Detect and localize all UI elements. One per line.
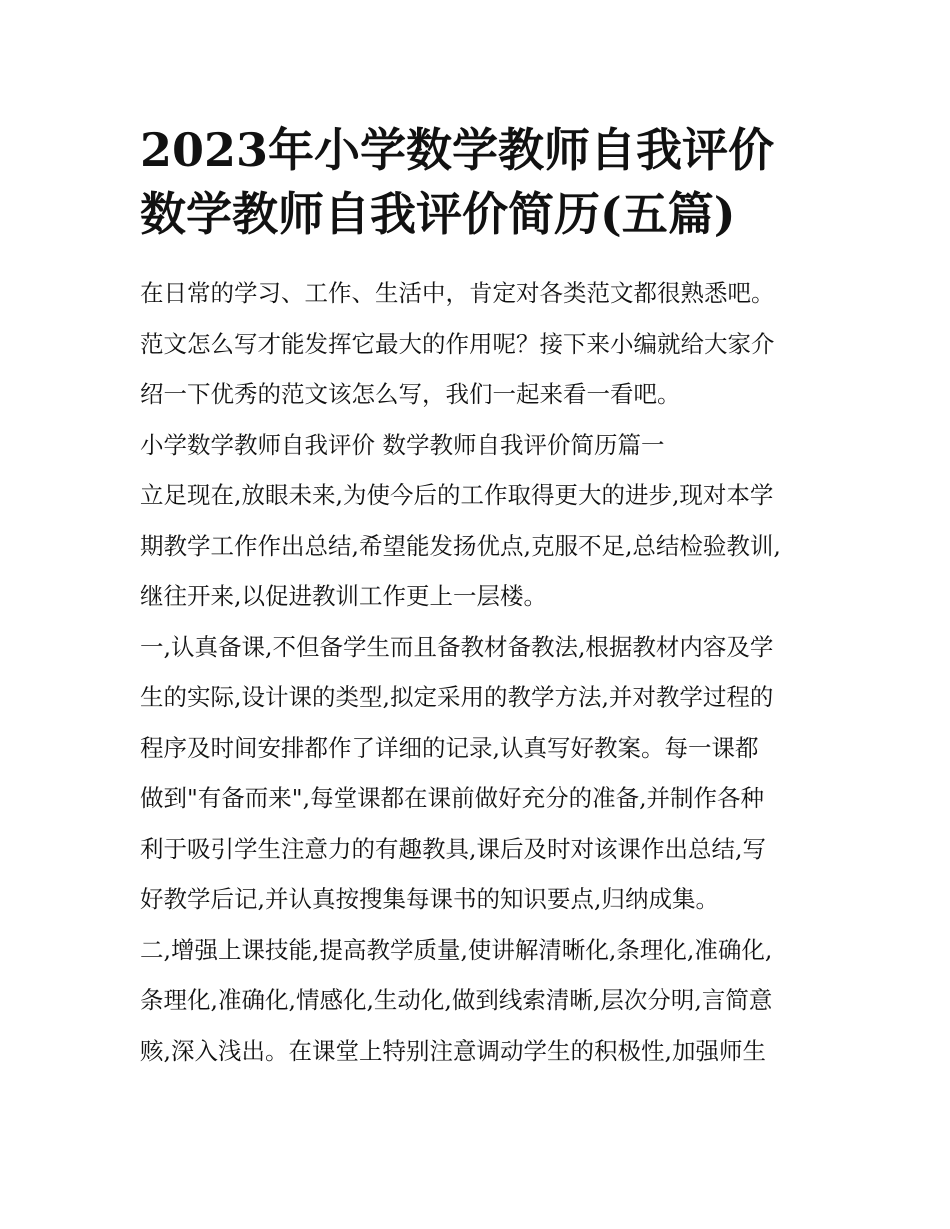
text-line: 赅,深入浅出。在课堂上特别注意调动学生的积极性,加强师生 <box>140 1036 766 1065</box>
text-line: 条理化,准确化,情感化,生动化,做到线索清晰,层次分明,言简意 <box>140 986 773 1014</box>
text-line: 好教学后记,并认真按搜集每课书的知识要点,归纳成集。 <box>140 885 719 913</box>
text-line: 生的实际,设计课的类型,拟定采用的教学方法,并对教学过程的 <box>140 683 774 711</box>
text-line: 期教学工作作出总结,希望能发扬优点,克服不足,总结检验教训, <box>140 531 781 560</box>
text-line: 做到"有备而来",每堂课都在课前做好充分的准备,并制作各种 <box>140 784 765 812</box>
section-heading: 小学数学教师自我评价 数学教师自我评价简历篇一 <box>140 430 665 459</box>
text-line: 二,增强上课技能,提高教学质量,使讲解清晰化,条理化,准确化, <box>140 935 773 964</box>
text-line: 绍一下优秀的范文该怎么写，我们一起来看一看吧。 <box>140 380 681 408</box>
text-line: 范文怎么写才能发挥它最大的作用呢？接下来小编就给大家介 <box>140 329 775 358</box>
title-line-2: 数学教师自我评价简历(五篇) <box>140 187 736 241</box>
document-title <box>140 118 820 246</box>
text-line: 继往开来,以促进教训工作更上一层楼。 <box>140 582 547 610</box>
text-line: 利于吸引学生注意力的有趣教具,课后及时对该课作出总结,写 <box>140 834 766 863</box>
text-line: 程序及时间安排都作了详细的记录,认真写好教案。每一课都 <box>140 733 759 762</box>
text-line: 在日常的学习、工作、生活中，肯定对各类范文都很熟悉吧。 <box>140 279 775 307</box>
text-line: 一,认真备课,不但备学生而且备教材备教法,根据教材内容及学 <box>140 632 774 661</box>
title-line-1: 2023年小学数学教师自我评价 <box>140 123 775 177</box>
text-line: 立足现在,放眼未来,为使今后的工作取得更大的进步,现对本学 <box>140 481 774 509</box>
document-body <box>140 280 820 1088</box>
